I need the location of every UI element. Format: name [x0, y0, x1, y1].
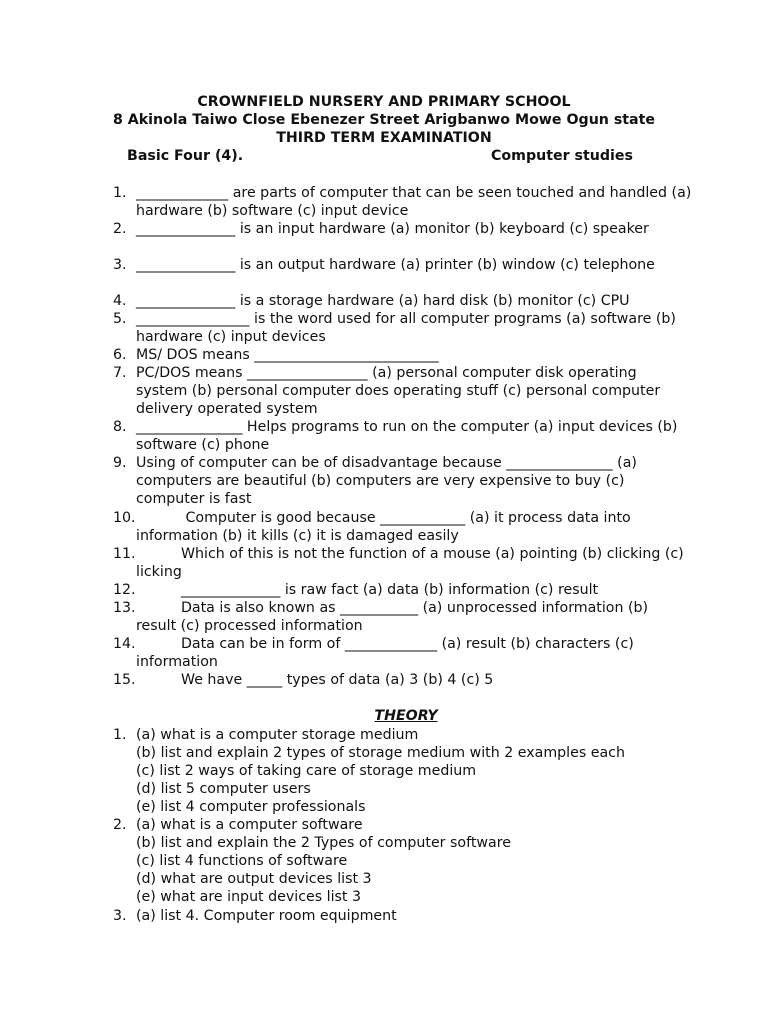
theory-line: (c) list 4 functions of software	[136, 853, 348, 869]
theory-line: (b) list and explain the 2 Types of computer software	[136, 835, 511, 851]
question-number: 15.	[113, 672, 136, 688]
school-address: 8 Akinola Taiwo Close Ebenezer Street Arigbanwo Mowe Ogun state	[112, 112, 656, 128]
question-text: _______________ Helps programs to run on the computer (a) input devices (b) software (c) phone	[136, 419, 678, 454]
question-text: ______________ is an output hardware (a) printer (b) window (c) telephone	[136, 257, 655, 273]
theory-line: (e) what are input devices list 3	[136, 889, 362, 905]
theory-line: (a) what is a computer software	[136, 817, 363, 833]
question-text: Data can be in form of _____________ (a) result (b) characters (c) information	[136, 636, 634, 671]
question-text: Computer is good because ____________ (a) it process data into information (b) it kills (c) it is damaged easily	[136, 510, 631, 545]
exam-title: THIRD TERM EXAMINATION	[276, 130, 492, 146]
theory-number: 1.	[113, 727, 127, 743]
theory-number: 3.	[113, 908, 127, 924]
question-text: Which of this is not the function of a mouse (a) pointing (b) clicking (c) licking	[136, 546, 684, 581]
question-number: 7.	[113, 365, 127, 381]
question-number: 2.	[113, 221, 127, 237]
question-number: 8.	[113, 419, 127, 435]
theory-heading: THEORY	[374, 708, 438, 724]
question-text: Using of computer can be of disadvantage because _______________ (a) computers are beautiful (b) computers are very expensive to buy (c) computer is fast	[136, 455, 637, 508]
question-number: 14.	[113, 636, 136, 652]
subject-label: Computer studies	[491, 148, 633, 164]
question-text: ______________ is raw fact (a) data (b) information (c) result	[181, 582, 599, 598]
theory-line: (b) list and explain 2 types of storage medium with 2 examples each	[136, 745, 625, 761]
question-text: _____________ are parts of computer that can be seen touched and handled (a) hardware (b) software (c) input device	[136, 185, 692, 220]
theory-line: (a) list 4. Computer room equipment	[136, 908, 397, 924]
theory-line: (d) list 5 computer users	[136, 781, 311, 797]
question-number: 11.	[113, 546, 136, 562]
question-number: 4.	[113, 293, 127, 309]
question-text: We have _____ types of data (a) 3 (b) 4 (c) 5	[181, 672, 494, 688]
question-text: ______________ is a storage hardware (a) hard disk (b) monitor (c) CPU	[136, 293, 630, 309]
theory-line: (c) list 2 ways of taking care of storage medium	[136, 763, 477, 779]
question-text: PC/DOS means _________________ (a) personal computer disk operating system (b) personal computer does operating stuff (c) personal computer delivery operated system	[136, 365, 661, 418]
question-number: 6.	[113, 347, 127, 363]
question-number: 10.	[113, 510, 136, 526]
question-number: 1.	[113, 185, 127, 201]
school-name: CROWNFIELD NURSERY AND PRIMARY SCHOOL	[197, 94, 571, 110]
theory-line: (e) list 4 computer professionals	[136, 799, 366, 815]
theory-line: (d) what are output devices list 3	[136, 871, 372, 887]
question-number: 3.	[113, 257, 127, 273]
theory-number: 2.	[113, 817, 127, 833]
question-text: ________________ is the word used for all computer programs (a) software (b) hardware (c) input devices	[136, 311, 676, 346]
question-text: ______________ is an input hardware (a) monitor (b) keyboard (c) speaker	[136, 221, 649, 237]
question-number: 13.	[113, 600, 136, 616]
question-text: MS/ DOS means __________________________	[136, 347, 439, 363]
question-number: 12.	[113, 582, 136, 598]
question-number: 9.	[113, 455, 127, 471]
question-number: 5.	[113, 311, 127, 327]
theory-line: (a) what is a computer storage medium	[136, 727, 419, 743]
class-label: Basic Four (4).	[127, 148, 244, 164]
question-text: Data is also known as ___________ (a) unprocessed information (b) result (c) processed information	[136, 600, 649, 635]
